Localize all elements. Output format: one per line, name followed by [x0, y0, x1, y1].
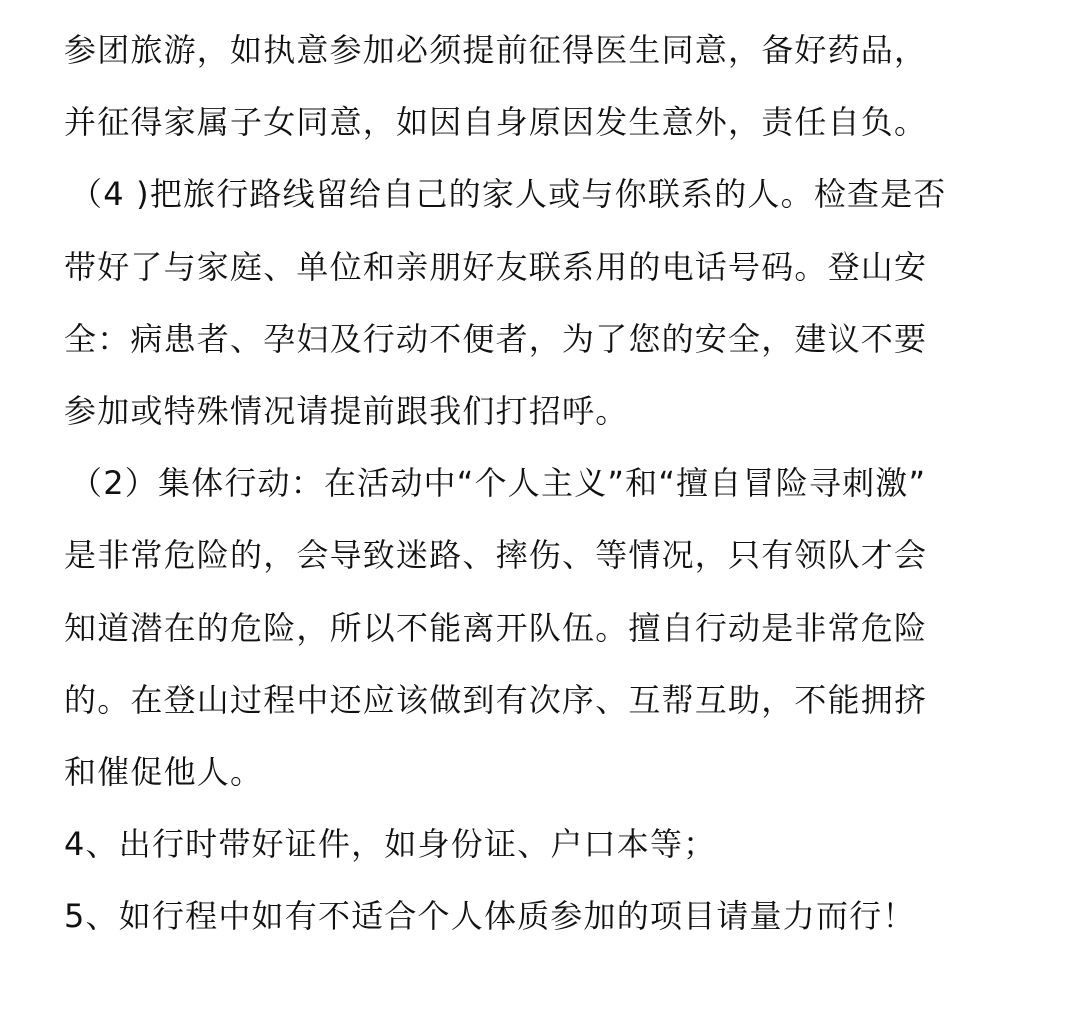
text-line: 和催促他人。: [64, 752, 264, 791]
list-item: 4、出行时带好证件，如身份证、户口本等；: [64, 825, 717, 864]
text-line: 带好了与家庭、单位和亲朋好友联系用的电话号码。登山安: [64, 247, 928, 286]
text-line: 知道潜在的危险，所以不能离开队伍。擅自行动是非常危险: [64, 608, 928, 647]
text-line: 是非常危险的，会导致迷路、摔伤、等情况，只有领队才会: [64, 536, 928, 575]
text-line: （4 )把旅行路线留给自己的家人或与你联系的人。检查是否: [70, 175, 947, 214]
text-line: 并征得家属子女同意，如因自身原因发生意外，责任自负。: [64, 103, 928, 142]
text-line: 全：病患者、孕妇及行动不便者，为了您的安全，建议不要: [64, 319, 928, 358]
text-line: 的。在登山过程中还应该做到有次序、互帮互助，不能拥挤: [64, 680, 928, 719]
document-body: [64, 14, 1024, 952]
text-line: （2）集体行动：在活动中“个人主义”和“擅自冒险寻刺激”: [70, 464, 927, 503]
list-item: 5、如行程中如有不适合个人体质参加的项目请量力而行！: [64, 897, 916, 936]
text-line: 参加或特殊情况请提前跟我们打招呼。: [64, 391, 629, 430]
text-line: 参团旅游，如执意参加必须提前征得医生同意，备好药品，: [64, 31, 928, 69]
